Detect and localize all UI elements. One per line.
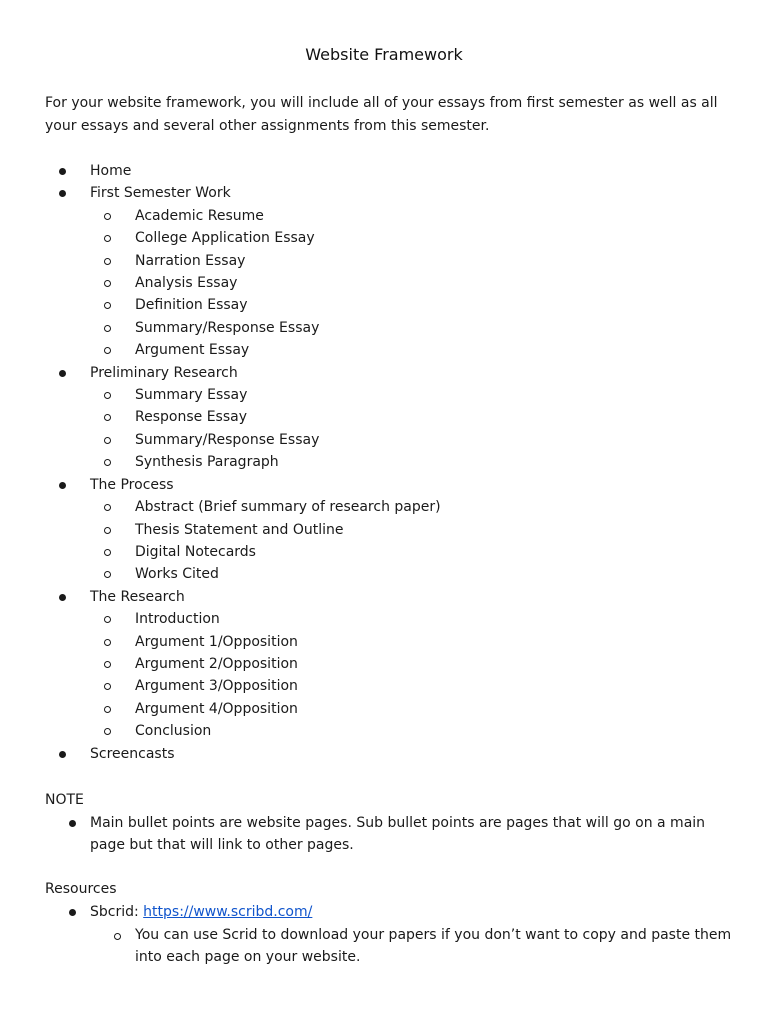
- bullet-circle-icon: [104, 414, 111, 421]
- bullet-circle-icon: [104, 302, 111, 309]
- document-title: Website Framework: [305, 45, 463, 64]
- outline-item-label: Abstract (Brief summary of research paper): [135, 499, 441, 516]
- scribd-link[interactable]: https://www.scribd.com/: [143, 904, 313, 920]
- outline-sub-item: [0, 227, 768, 249]
- outline-sub-item: [0, 653, 768, 675]
- outline-main-item: [0, 586, 768, 608]
- outline-item-label: The Process: [90, 476, 174, 493]
- bullet-circle-icon: [104, 728, 111, 735]
- bullet-circle-icon: [104, 392, 111, 399]
- bullet-dot-icon: [59, 370, 66, 377]
- outline-item-label: Argument 4/Opposition: [135, 700, 298, 717]
- resources-bullet-icon: [69, 909, 76, 916]
- outline-item-label: Thesis Statement and Outline: [135, 521, 344, 538]
- bullet-circle-icon: [104, 661, 111, 668]
- bullet-circle-icon: [104, 235, 111, 242]
- bullet-circle-icon: [104, 683, 111, 690]
- outline-sub-item: [0, 675, 768, 697]
- bullet-circle-icon: [104, 706, 111, 713]
- bullet-dot-icon: [59, 190, 66, 197]
- outline-sub-item: [0, 429, 768, 451]
- bullet-circle-icon: [104, 325, 111, 332]
- bullet-circle-icon: [104, 437, 111, 444]
- bullet-circle-icon: [104, 639, 111, 646]
- outline-item-label: Academic Resume: [135, 207, 264, 224]
- outline-sub-item: [0, 720, 768, 742]
- bullet-dot-icon: [59, 751, 66, 758]
- bullet-circle-icon: [104, 347, 111, 354]
- outline-sub-item: [0, 608, 768, 630]
- note-text: Main bullet points are website pages. Sub bullet points are pages that will go on a main page but that will link to other pages.: [90, 815, 706, 853]
- bullet-circle-icon: [104, 459, 111, 466]
- outline-sub-item: [0, 541, 768, 563]
- outline-sub-item: [0, 384, 768, 406]
- resource-subitem-text: You can use Scrid to download your papers if you don’t want to copy and paste them into each page on your website.: [135, 927, 732, 965]
- bullet-circle-icon: [104, 213, 111, 220]
- outline-item-label: First Semester Work: [90, 185, 231, 202]
- outline-sub-item: [0, 519, 768, 541]
- bullet-circle-icon: [104, 571, 111, 578]
- outline-sub-item: [0, 496, 768, 518]
- outline-sub-item: [0, 451, 768, 473]
- outline-item-label: Home: [90, 163, 132, 179]
- outline-item-label: Introduction: [135, 611, 220, 628]
- bullet-circle-icon: [104, 616, 111, 623]
- intro-paragraph: For your website framework, you will include all of your essays from first semester as well as all your essays and several other assignments from this semester.: [45, 95, 718, 134]
- outline-item-label: Conclusion: [135, 723, 212, 740]
- outline-sub-item: [0, 698, 768, 720]
- outline-item-label: Summary/Response Essay: [135, 319, 320, 336]
- outline-item-label: Works Cited: [135, 566, 219, 583]
- outline-item-label: Argument Essay: [135, 342, 250, 359]
- resources-heading: Resources: [45, 881, 117, 897]
- outline-sub-item: [0, 339, 768, 361]
- bullet-circle-icon: [104, 258, 111, 265]
- note-bullet-icon: [69, 820, 76, 827]
- outline-sub-item: [0, 272, 768, 294]
- resource-item-scribd: [90, 901, 312, 923]
- outline-item-label: Response Essay: [135, 409, 247, 426]
- note-heading: NOTE: [45, 792, 84, 808]
- bullet-dot-icon: [59, 594, 66, 601]
- website-framework-outline: [0, 160, 768, 765]
- bullet-dot-icon: [59, 168, 66, 175]
- outline-item-label: Preliminary Research: [90, 364, 238, 381]
- outline-item-label: College Application Essay: [135, 230, 315, 247]
- outline-sub-item: [0, 205, 768, 227]
- outline-item-label: Analysis Essay: [135, 275, 238, 292]
- outline-sub-item: [0, 250, 768, 272]
- outline-item-label: Argument 3/Opposition: [135, 678, 298, 695]
- resource-item-prefix: Sbcrid:: [90, 904, 144, 920]
- outline-sub-item: [0, 294, 768, 316]
- bullet-dot-icon: [59, 482, 66, 489]
- outline-sub-item: [0, 406, 768, 428]
- outline-item-label: Argument 2/Opposition: [135, 655, 298, 672]
- outline-main-item: [0, 474, 768, 496]
- outline-item-label: Synthesis Paragraph: [135, 454, 279, 471]
- resource-subbullet-icon: [114, 933, 121, 940]
- outline-main-item: [0, 362, 768, 384]
- outline-item-label: Definition Essay: [135, 297, 248, 314]
- bullet-circle-icon: [104, 280, 111, 287]
- outline-item-label: Narration Essay: [135, 252, 246, 269]
- bullet-circle-icon: [104, 549, 111, 556]
- bullet-circle-icon: [104, 527, 111, 534]
- outline-sub-item: [0, 317, 768, 339]
- bullet-circle-icon: [104, 504, 111, 511]
- outline-main-item: [0, 182, 768, 204]
- outline-main-item: [0, 160, 768, 182]
- outline-item-label: Summary Essay: [135, 387, 248, 404]
- outline-item-label: Digital Notecards: [135, 543, 256, 560]
- outline-sub-item: [0, 563, 768, 585]
- outline-main-item: [0, 743, 768, 765]
- outline-item-label: Summary/Response Essay: [135, 431, 320, 448]
- outline-sub-item: [0, 631, 768, 653]
- outline-item-label: The Research: [90, 588, 185, 605]
- outline-item-label: Screencasts: [90, 745, 175, 762]
- outline-item-label: Argument 1/Opposition: [135, 633, 298, 650]
